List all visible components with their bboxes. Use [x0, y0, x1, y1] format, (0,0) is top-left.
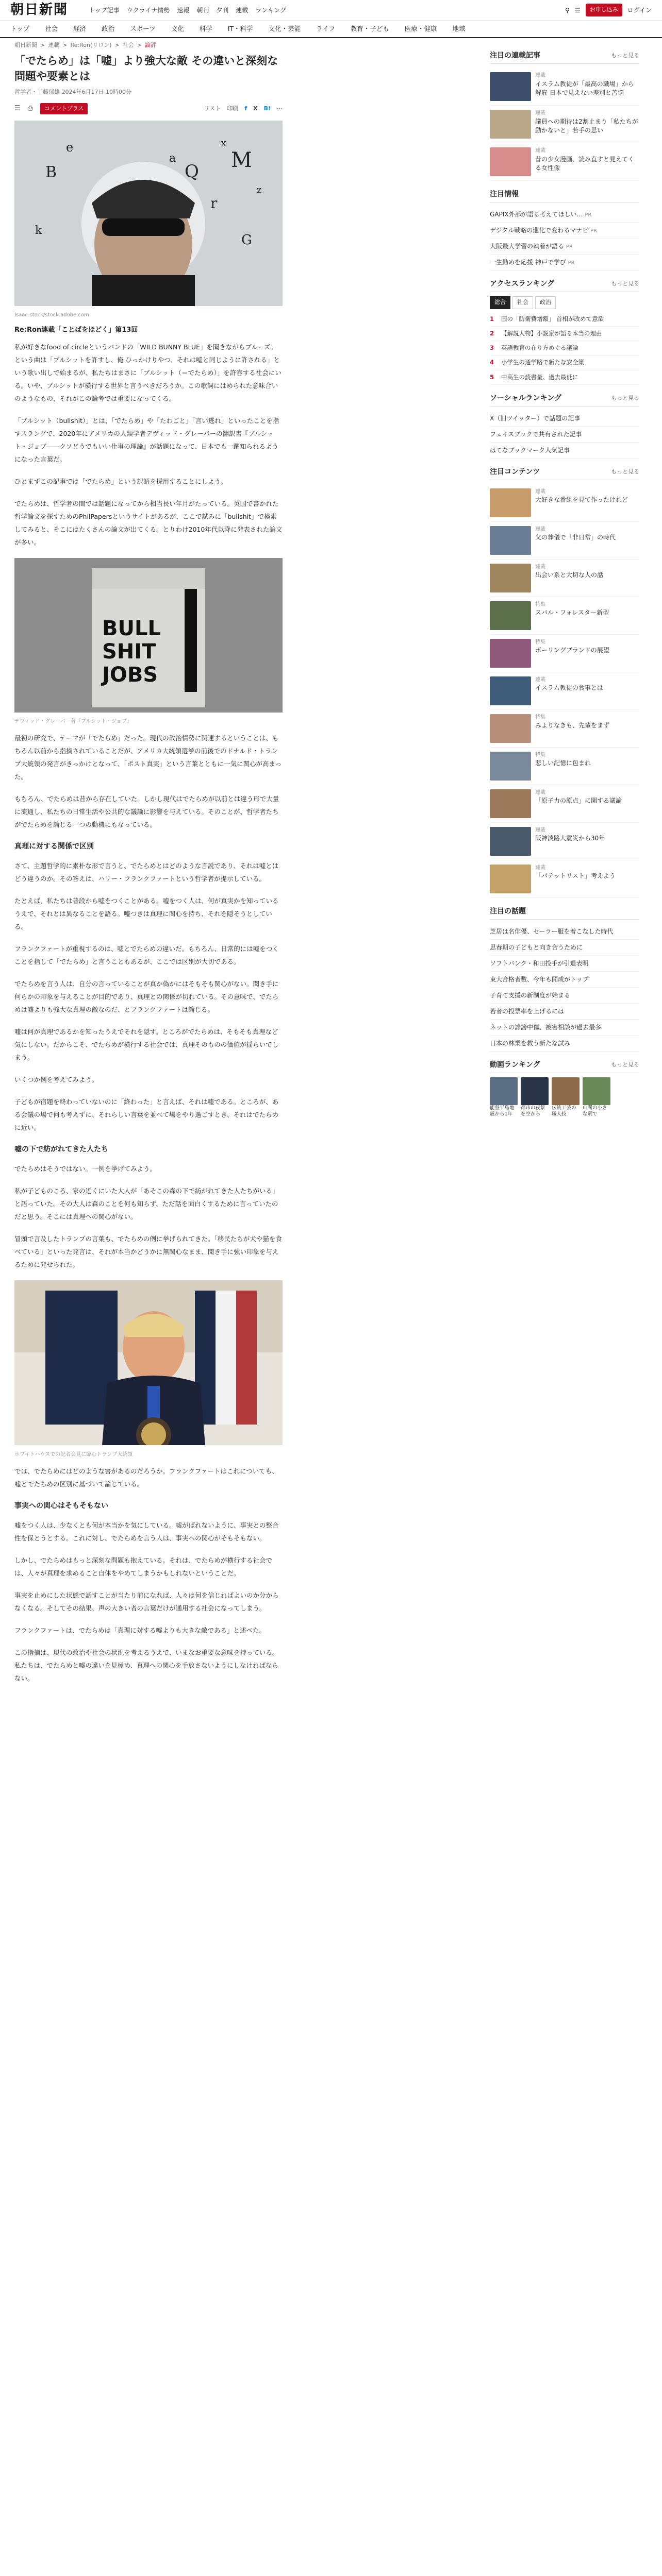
section-title: 注目の連載記事	[490, 52, 540, 60]
svg-text:SHIT: SHIT	[102, 639, 156, 664]
item-tag: 連載	[535, 676, 545, 683]
rank-number: 2	[490, 329, 494, 337]
sidebar	[490, 38, 639, 1694]
nav-item[interactable]: トップ	[10, 24, 30, 32]
article-toolbar	[14, 102, 283, 115]
svg-text:z: z	[257, 184, 262, 195]
item-tag: 連載	[535, 827, 545, 833]
ranking-tabs	[490, 296, 639, 309]
top-link[interactable]: 連載	[236, 6, 249, 14]
thumbnail	[490, 827, 531, 856]
facebook-icon[interactable]: f	[244, 105, 247, 112]
byline: 哲学者・工藤郁雄 2024年6月17日 10時00分	[14, 89, 131, 96]
tab-all[interactable]: 総合	[490, 296, 510, 309]
pr-badge: PR	[566, 244, 573, 250]
nav-item[interactable]: IT・科学	[227, 24, 253, 32]
content-item[interactable]	[490, 484, 639, 522]
item-tag: 連載	[535, 73, 545, 78]
paragraph: では、でたらめにはどのような害があるのだろうか。フランクファートはこれについても、嘘とでたらめの区別に基づいて論じている。	[14, 1467, 278, 1488]
social-item[interactable]: はてなブックマーク人気記事	[490, 443, 639, 459]
comment-plus-button[interactable]: コメントプラス	[40, 103, 88, 115]
thumbnail	[490, 865, 531, 893]
video-thumbnail	[490, 1077, 518, 1105]
top-link[interactable]: ウクライナ情勢	[126, 6, 170, 14]
top-right	[565, 4, 652, 16]
thumbnail	[490, 564, 531, 592]
thumbnail	[490, 752, 531, 781]
paragraph: しかし、でたらめはもっと深刻な問題も抱えている。それは、でたらめが横行する社会では、人々が真理を求めること自体をやめてしまうかもしれないということだ。	[14, 1556, 273, 1577]
rank-title: 国の「防衛費増額」 首相が改めて意欲	[501, 315, 604, 323]
topic-item[interactable]: 若者の投票率を上げるには	[490, 1004, 639, 1020]
nav-item[interactable]: 教育・子ども	[350, 24, 389, 32]
paragraph: ひとまずこの記事では「でたらめ」という訳語を採用することにしよう。	[14, 477, 227, 485]
video-title: 伝統工芸の職人技	[552, 1105, 576, 1117]
item-title: みよりなきも、先輩をまず	[535, 722, 610, 730]
thumbnail	[490, 488, 531, 517]
item-tag: 連載	[535, 789, 545, 795]
svg-text:r: r	[210, 194, 218, 212]
paragraph: 私が子どものころ、家の近くにいた大人が「あそこの森の下で紡がれてきた人たちがいる」と語っていた。その大人は森のことを何も知らず、ただ話を面白くするために言っていたのだと思う。そこには真理への関心がない。	[14, 1187, 279, 1221]
item-tag: 特集	[535, 714, 545, 720]
paragraph: 最初の研究で、テーマが「でたらめ」だった。現代の政治情勢に関連するということは、もちろん以前から指摘されていることだが、アメリカ大統領選挙の前後でのドナルド・トランプ大統領の発言がきっかけとなって、「ポスト真実」という言葉とともに一気に関心が高まった。	[14, 734, 282, 781]
nav-item[interactable]: 文化	[171, 24, 184, 32]
svg-text:M: M	[231, 148, 252, 172]
sidebar-section-header	[490, 50, 639, 64]
nav-item[interactable]: 科学	[199, 24, 212, 32]
item-tag: 連載	[535, 110, 545, 116]
thumbnail	[490, 789, 531, 818]
promo-title: デジタル戦略の進化で変わるマナビ	[490, 227, 589, 234]
rank-number: 4	[490, 359, 494, 366]
item-title: イスラム教徒が「最高の職場」から解雇 日本で見えない差別と苦悩	[535, 80, 634, 96]
more-link[interactable]: もっと見る	[611, 1061, 639, 1068]
pr-badge: PR	[585, 212, 592, 218]
subscribe-button[interactable]: お申し込み	[586, 4, 622, 16]
rank-number: 1	[490, 315, 494, 323]
ranking-item[interactable]	[490, 312, 639, 327]
featured-item[interactable]	[490, 106, 639, 143]
ranking-item[interactable]	[490, 370, 639, 385]
more-link[interactable]: もっと見る	[611, 395, 639, 401]
paragraph: この指摘は、現代の政治や社会の状況を考えるうえで、いまなお重要な意味を持っている。私たちは、でたらめと嘘の違いを見極め、真理への関心を手放さないようにしなければならない。	[14, 1648, 279, 1682]
print-icon[interactable]: ⎙	[27, 105, 34, 113]
top-link[interactable]: ランキング	[255, 6, 287, 14]
item-tag: 連載	[535, 865, 545, 871]
paragraph: フランクファートは、でたらめは「真理に対する嘘よりも大きな敵である」と述べた。	[14, 1626, 266, 1634]
paragraph: もちろん、でたらめは昔から存在していた。しかし現代はでたらめが以前とは違う形で大量に流通し、私たちの日常生活や公共的な議論に影響を与えている。そのことが、哲学者たちがでたらめを論じる一つの動機にもなっている。	[14, 795, 279, 829]
nav-item[interactable]: 医療・健康	[404, 24, 437, 32]
paragraph: 嘘をつく人は、少なくとも何が本当かを気にしている。嘘がばれないように、事実との整合性を保とうとする。これに対し、でたらめを言う人は、事実への関心がそもそもない。	[14, 1521, 279, 1542]
item-title: 「原子力の原点」に関する議論	[535, 797, 622, 805]
rank-number: 5	[490, 373, 494, 381]
thumbnail	[490, 601, 531, 630]
paragraph: フランクファートが重視するのは、嘘とでたらめの違いだ。もちろん、日常的には嘘をつくことを指して「でたらめ」と言うこともあるが、ここでは区別が大切である。	[14, 945, 279, 966]
top-link[interactable]: トップ記事	[89, 6, 120, 14]
page-title: 「でたらめ」は「嘘」より強大な敵 その違いと深刻な問題や要素とは	[14, 54, 278, 82]
paragraph: でたらめを言う人は、自分の言っていることが真か偽かにはそもそも関心がない。聞き手に何らかの印象を与えることが目的であり、真理との関係が切れている。その意味で、でたらめは嘘よりも強大な真理の敵なのだ、とフランクファートは論じる。	[14, 980, 279, 1014]
menu-icon[interactable]: ☰	[574, 6, 581, 14]
top-link[interactable]: 速報	[177, 6, 190, 14]
list-label[interactable]: リスト	[204, 105, 221, 112]
video-item[interactable]	[552, 1077, 580, 1118]
featured-item[interactable]	[490, 143, 639, 181]
item-title: スバル・フォレスター新型	[535, 609, 609, 617]
item-title: 出会い系と大切な人の話	[535, 571, 604, 579]
nav-item[interactable]: スポーツ	[130, 24, 156, 32]
ranking-item[interactable]	[490, 341, 639, 355]
nav-item[interactable]: 経済	[73, 24, 87, 32]
thumbnail	[490, 110, 531, 139]
paragraph: さて、主題哲学的に素朴な形で言うと、でたらめとはどのような言説であり、それは嘘とはどう違うのか。その答えは、ハリー・フランクファートという哲学者が提示している。	[14, 862, 279, 883]
thumbnail	[490, 639, 531, 668]
promo-title: 一生勤めを応援 神戸で学び	[490, 259, 566, 266]
item-title: 悲しい記憶に包まれ	[535, 759, 591, 767]
top-link[interactable]: 夕刊	[216, 6, 229, 14]
video-title: 山間の小さな駅で	[583, 1105, 607, 1117]
topic-item[interactable]: 芝居は名俳優、セーラー服を着こなした時代	[490, 924, 639, 940]
nav-item[interactable]: 文化・芸能	[268, 24, 301, 32]
video-ranking	[490, 1077, 639, 1118]
crumb-item[interactable]: 朝日新聞	[14, 42, 37, 48]
content-item[interactable]	[490, 823, 639, 860]
promo-item[interactable]	[490, 207, 639, 223]
top-bar	[0, 0, 662, 21]
sidebar-section-header	[490, 279, 639, 292]
svg-text:e: e	[66, 140, 74, 155]
section-heading: 真理に対する関係で区別	[14, 842, 94, 851]
section-title: ソーシャルランキング	[490, 394, 562, 402]
nav-item[interactable]: 地域	[452, 24, 466, 32]
main-nav	[0, 21, 662, 38]
book-image	[14, 558, 283, 716]
top-link[interactable]: 朝刊	[196, 6, 209, 14]
item-tag: 特集	[535, 639, 545, 645]
promo-item[interactable]	[490, 223, 639, 239]
section-heading: 嘘の下で紡がれてきた人たち	[14, 1145, 108, 1154]
video-thumbnail	[521, 1077, 549, 1105]
crumb-item[interactable]: 社会	[122, 42, 134, 48]
paragraph: いくつか例を考えてみよう。	[14, 1076, 98, 1084]
more-share-icon[interactable]: ⋯	[277, 105, 283, 112]
rank-title: 小学生の通学路で新たな安全策	[501, 359, 584, 366]
video-title: 都市の夜景を空から	[521, 1105, 545, 1117]
sidebar-section-header	[490, 1060, 639, 1073]
sidebar-section-header	[490, 906, 639, 920]
item-tag: 連載	[535, 148, 545, 154]
print-label[interactable]: 印刷	[227, 105, 239, 112]
social-item[interactable]: フェイスブックで共有された記事	[490, 427, 639, 443]
tab-politics[interactable]: 政治	[535, 296, 556, 309]
social-item[interactable]: X（旧ツイッター）で話題の記事	[490, 411, 639, 427]
nav-item[interactable]: 政治	[102, 24, 115, 32]
item-title: イスラム教徒の食事とは	[535, 684, 603, 692]
section-title: 注目コンテンツ	[490, 467, 540, 476]
item-title: 父の葬儀で「非日常」の時代	[535, 534, 616, 541]
topic-item[interactable]: 思春期の子どもと向き合うために	[490, 940, 639, 956]
content-item[interactable]	[490, 560, 639, 597]
x-icon[interactable]: X	[253, 105, 258, 112]
video-thumbnail	[583, 1077, 610, 1105]
video-item[interactable]	[583, 1077, 610, 1118]
search-icon[interactable]: ⚲	[565, 6, 570, 14]
share-bar	[204, 105, 283, 113]
crumb-item[interactable]: Re:Ron(リロン)	[70, 42, 112, 48]
sidebar-section-header	[490, 393, 639, 406]
content-item[interactable]	[490, 522, 639, 560]
content-item[interactable]	[490, 635, 639, 672]
series-lead: Re:Ron連載「ことばをほどく」第13回	[14, 326, 138, 334]
svg-text:Q: Q	[185, 161, 199, 182]
promo-title: 大阪最大学習の執着が語る	[490, 243, 565, 250]
ranking-item[interactable]	[490, 327, 639, 341]
video-item[interactable]	[490, 1077, 518, 1118]
thumbnail	[490, 72, 531, 101]
top-links	[89, 6, 560, 15]
paragraph: たとえば、私たちは普段から嘘をつくことがある。嘘をつく人は、何が真実かを知っているうえで、それとは異なることを語る。嘘つきは真理に関心を持ち、それを隠そうとしている。	[14, 897, 279, 931]
article-main	[10, 38, 474, 1694]
thumbnail	[490, 526, 531, 555]
paragraph: でたらめは、哲学者の間では話題になってから相当長い年月がたっている。英国で書かれた哲学論文を探すためのPhilPapersというサイトがあるが、ここで試みに「bullshit」で検索してみると、そこにはたくさんの論文が出てくる。とりわけ2010年代以降に発表された論文が多い。	[14, 499, 283, 546]
svg-text:JOBS: JOBS	[102, 663, 158, 687]
more-link[interactable]: もっと見る	[611, 280, 639, 287]
image-caption: デヴィッド・グレーバー著『ブルシット・ジョブ』	[14, 719, 132, 725]
breadcrumb: 朝日新聞 > 連載 > Re:Ron(リロン) > 社会 > 論評	[14, 41, 474, 50]
item-title: 阪神淡路大震災から30年	[535, 835, 605, 842]
svg-text:BULL: BULL	[102, 616, 161, 640]
image-caption: ホワイトハウスでの記者会見に臨むトランプ大統領	[14, 1451, 133, 1458]
topic-item[interactable]: ネットの誹謗中傷、被害相談が過去最多	[490, 1020, 639, 1036]
item-title: ボーリングブランドの展望	[535, 647, 609, 654]
rank-title: 【解説人物】小説家が語る本当の理由	[501, 329, 602, 337]
ranking-item[interactable]	[490, 355, 639, 370]
promo-item[interactable]	[490, 255, 639, 270]
rank-title: 中高生の読書量、過去最低に	[501, 373, 578, 381]
thumbnail	[490, 714, 531, 743]
paragraph: 冒頭で言及したトランプの言葉も、でたらめの例に挙げられてきた。「移民たちが犬や猫を食べている」といった発言は、それが本当かどうかに無関心なまま、聞き手に強い印象を与えるために発せられた。	[14, 1235, 282, 1269]
thumbnail	[490, 676, 531, 705]
item-title: 「パテットリスト」考えよう	[535, 872, 616, 880]
paragraph: 嘘は何が真理であるかを知ったうえでそれを隠す。ところがでたらめは、そもそも真理など気にしない。だからこそ、でたらめが横行する社会では、真理そのものの価値が揺らいでしまう。	[14, 1028, 279, 1062]
svg-text:k: k	[35, 224, 42, 237]
item-title: 大好きな番組を見て作ったけれど	[535, 496, 628, 504]
section-title: 動画ランキング	[490, 1060, 540, 1069]
more-link[interactable]: もっと見る	[611, 468, 639, 475]
pr-badge: PR	[568, 260, 575, 266]
more-link[interactable]: もっと見る	[611, 52, 639, 59]
press-image	[14, 1280, 283, 1449]
section-title: アクセスランキング	[490, 280, 555, 288]
rank-number: 3	[490, 344, 494, 351]
content-item[interactable]	[490, 597, 639, 635]
topic-item[interactable]: ソフトバンク・和田投手が引退表明	[490, 956, 639, 972]
hero-image	[14, 121, 283, 310]
content-item[interactable]	[490, 785, 639, 823]
paragraph: 事実を止めにした状態で話すことが当たり前になれば、人々は何を信じればよいのか分からなくなる。そしてその結果、声の大きい者の言葉だけが通用する社会になってしまう。	[14, 1591, 279, 1612]
svg-text:G: G	[241, 232, 252, 248]
paragraph: でたらめはそうではない。一例を挙げてみよう。	[14, 1165, 157, 1173]
list-icon[interactable]: ☰	[14, 105, 21, 113]
site-logo[interactable]: 朝日新聞	[10, 2, 69, 18]
crumb-item[interactable]: 論評	[144, 42, 156, 48]
tab-society[interactable]: 社会	[512, 296, 533, 309]
item-tag: 連載	[535, 526, 545, 532]
item-tag: 連載	[535, 564, 545, 570]
video-title: 能登半島地震から1年	[490, 1105, 515, 1117]
promo-title: GAPIX外部が語る考えてほしい…	[490, 211, 583, 218]
pr-badge: PR	[590, 228, 598, 234]
topic-item[interactable]: 日本の林業を救う新たな試み	[490, 1036, 639, 1052]
nav-item[interactable]: 社会	[45, 24, 58, 32]
section-title: 注目の話題	[490, 907, 526, 916]
article-body	[14, 325, 283, 1685]
content-item[interactable]	[490, 710, 639, 748]
item-title: 議員への期待は2割止まり「私たちが動かないと」若手の思い	[535, 117, 638, 134]
topic-item[interactable]: 子育て支援の新制度が始まる	[490, 988, 639, 1004]
svg-text:x: x	[221, 136, 227, 149]
svg-text:a: a	[169, 151, 176, 165]
section-heading: 事実への関心はそもそもない	[14, 1501, 108, 1510]
item-tag: 連載	[535, 488, 545, 495]
topic-item[interactable]: 東大合格者数、今年も開成がトップ	[490, 972, 639, 988]
paragraph: 「ブルシット（bullshit）」とは、「でたらめ」や「たわごと」「言い逃れ」といったことを指すスラングで、2020年にアメリカの人類学者デヴィッド・グレーバーの翻訳書『ブルシット・ジョブ――クソどうでもいい仕事の理論』が話題になって、日本でも一躍知られるようになった言葉だ。	[14, 416, 279, 463]
video-thumbnail	[552, 1077, 580, 1105]
promo-item[interactable]	[490, 239, 639, 255]
svg-text:B: B	[45, 163, 57, 181]
image-caption: Isaac-stock/stock.adobe.com	[14, 312, 89, 318]
content-item[interactable]	[490, 672, 639, 710]
sidebar-section-header	[490, 189, 639, 202]
item-tag: 特集	[535, 601, 545, 607]
content-item[interactable]	[490, 860, 639, 898]
login-link[interactable]: ログイン	[627, 6, 652, 14]
featured-item[interactable]	[490, 68, 639, 106]
rank-title: 英語教育の在り方めぐる議論	[501, 344, 578, 351]
crumb-item[interactable]: 連載	[48, 42, 60, 48]
paragraph: 私が好きなfood of circleというバンドの「WILD BUNNY BLUE」を聞きながらブルーズ。という曲は「ブルシットを許すし、俺 ひっかけりやつ、それは嘘と同じように許される」という歌い出しで始まるが、私たちはまさに「ブルシット（＝でたらめ）」を許容する社会にいる。いや、ブルシットが横行する世界と言うべきだろうか。この歌詞にはめられた意味合いのようなもの、それがこの論考では重要になってくる。	[14, 343, 282, 402]
section-title: 注目情報	[490, 190, 519, 198]
content-item[interactable]	[490, 748, 639, 785]
nav-item[interactable]: ライフ	[316, 24, 335, 32]
video-item[interactable]	[521, 1077, 549, 1118]
hatena-icon[interactable]: B!	[263, 105, 271, 112]
sidebar-section-header	[490, 467, 639, 480]
paragraph: 子どもが宿題を終わっていないのに「終わった」と言えば、それは嘘である。ところが、ある会議の場で何も考えずに、それらしい言葉を並べて場をやり過ごすとき、それはでたらめに近い。	[14, 1098, 279, 1132]
item-title: 昔の少女漫画、読み直すと見えてくる女性像	[535, 155, 635, 172]
thumbnail	[490, 147, 531, 176]
item-tag: 特集	[535, 752, 545, 758]
